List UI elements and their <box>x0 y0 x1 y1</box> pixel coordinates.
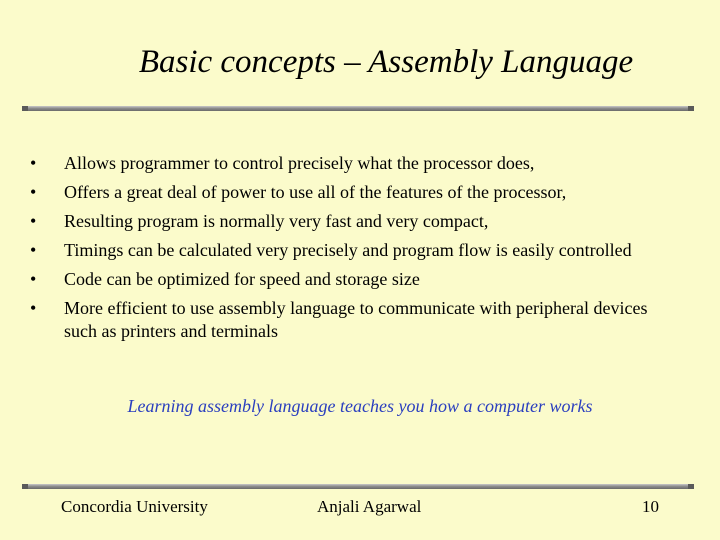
slide-title: Basic concepts – Assembly Language <box>138 44 634 80</box>
bullet-dot-icon: • <box>30 269 37 289</box>
bullet-item <box>30 268 670 291</box>
bullet-item <box>30 297 670 343</box>
bullet-text: Resulting program is normally very fast and very compact, <box>64 211 489 231</box>
bullet-text: Offers a great deal of power to use all of the features of the processor, <box>64 182 567 202</box>
page-number: 10 <box>642 497 659 516</box>
bullet-item <box>30 181 670 204</box>
bullet-text: Timings can be calculated very precisely and program flow is easily controlled <box>64 240 632 260</box>
bullet-dot-icon: • <box>30 182 37 202</box>
bullet-text: Code can be optimized for speed and storage size <box>64 269 420 289</box>
bullet-item <box>30 210 670 233</box>
bullet-dot-icon: • <box>30 240 37 260</box>
bullet-item <box>30 152 670 175</box>
bullet-list <box>30 152 670 349</box>
bullet-dot-icon: • <box>30 153 37 173</box>
title-divider <box>22 106 694 111</box>
bullet-dot-icon: • <box>30 211 37 231</box>
bullet-dot-icon: • <box>30 298 37 318</box>
bullet-item <box>30 239 670 262</box>
bullet-text: Allows programmer to control precisely what the processor does, <box>64 153 535 173</box>
bullet-text: More efficient to use assembly language to communicate with peripheral devices such as printers and terminals <box>64 298 648 341</box>
tagline: Learning assembly language teaches you how a computer works <box>127 396 593 416</box>
footer-institution: Concordia University <box>61 497 208 516</box>
footer-divider <box>22 484 694 489</box>
footer-author: Anjali Agarwal <box>317 497 422 516</box>
